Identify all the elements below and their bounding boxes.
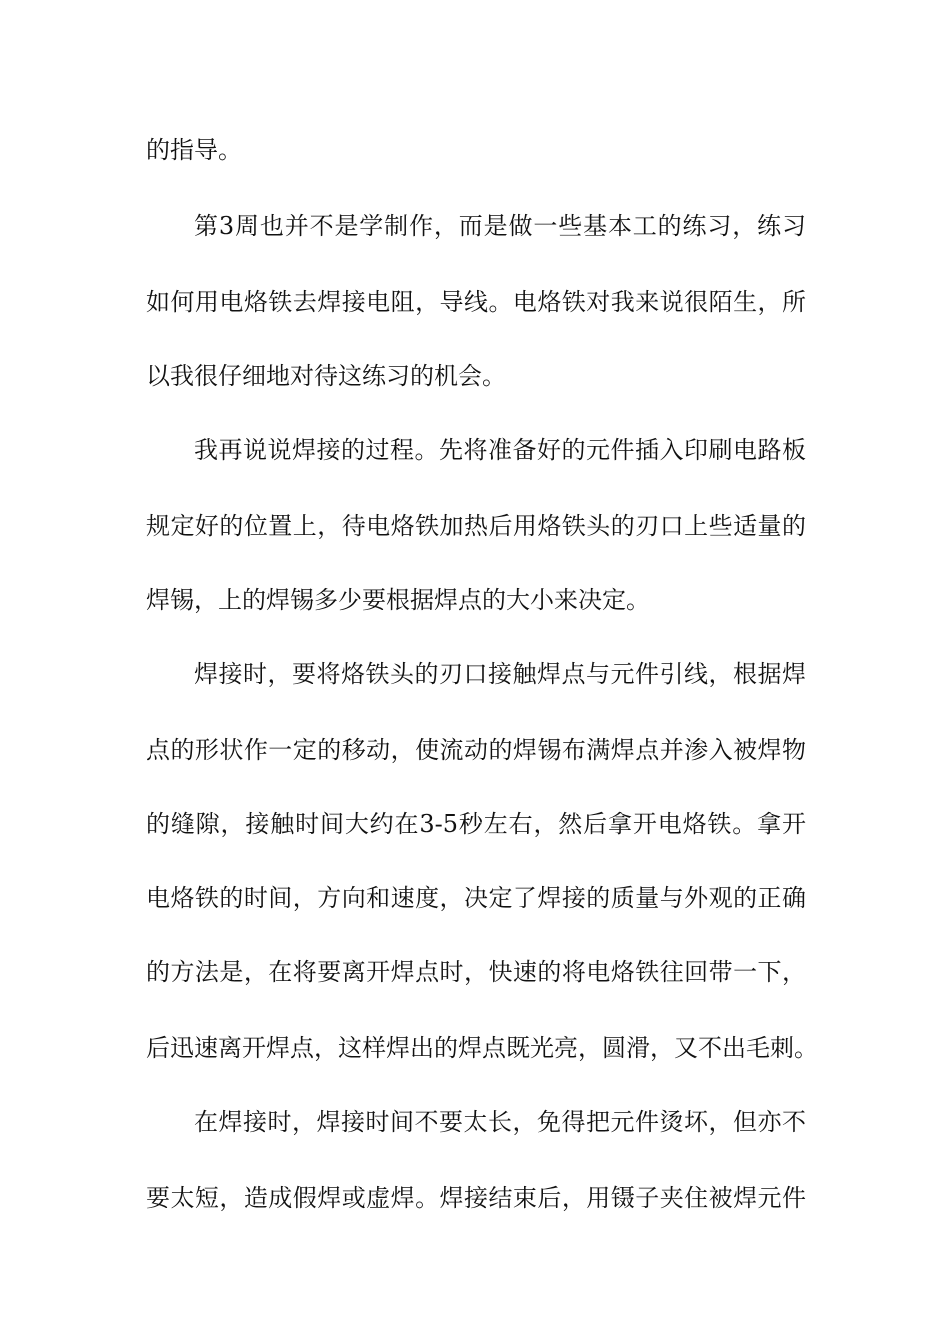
paragraph-line: 的缝隙，接触时间大约在3-5秒左右，然后拿开电烙铁。拿开 [146,810,806,838]
paragraph-line: 规定好的位置上，待电烙铁加热后用烙铁头的刃口上些适量的 [146,512,806,540]
paragraph-line: 要太短，造成假焊或虚焊。焊接结束后，用镊子夹住被焊元件 [146,1184,806,1212]
paragraph-line: 后迅速离开焊点，这样焊出的焊点既光亮，圆滑，又不出毛刺。 [146,1034,818,1062]
paragraph-line: 点的形状作一定的移动，使流动的焊锡布满焊点并渗入被焊物 [146,736,806,764]
paragraph-line: 以我很仔细地对待这练习的机会。 [146,362,506,390]
paragraph-line: 在焊接时，焊接时间不要太长，免得把元件烫坏，但亦不 [194,1108,806,1136]
paragraph-line: 电烙铁的时间，方向和速度，决定了焊接的质量与外观的正确 [146,884,806,912]
paragraph-line: 焊锡，上的焊锡多少要根据焊点的大小来决定。 [146,586,650,614]
paragraph-line: 的指导。 [146,136,242,164]
paragraph-line: 的方法是，在将要离开焊点时，快速的将电烙铁往回带一下， [146,958,806,986]
paragraph-line: 焊接时，要将烙铁头的刃口接触焊点与元件引线，根据焊 [194,660,806,688]
paragraph-line: 如何用电烙铁去焊接电阻，导线。电烙铁对我来说很陌生，所 [146,288,806,316]
paragraph-line: 我再说说焊接的过程。先将准备好的元件插入印刷电路板 [194,436,806,464]
paragraph-line: 第3周也并不是学制作，而是做一些基本工的练习，练习 [194,212,806,240]
